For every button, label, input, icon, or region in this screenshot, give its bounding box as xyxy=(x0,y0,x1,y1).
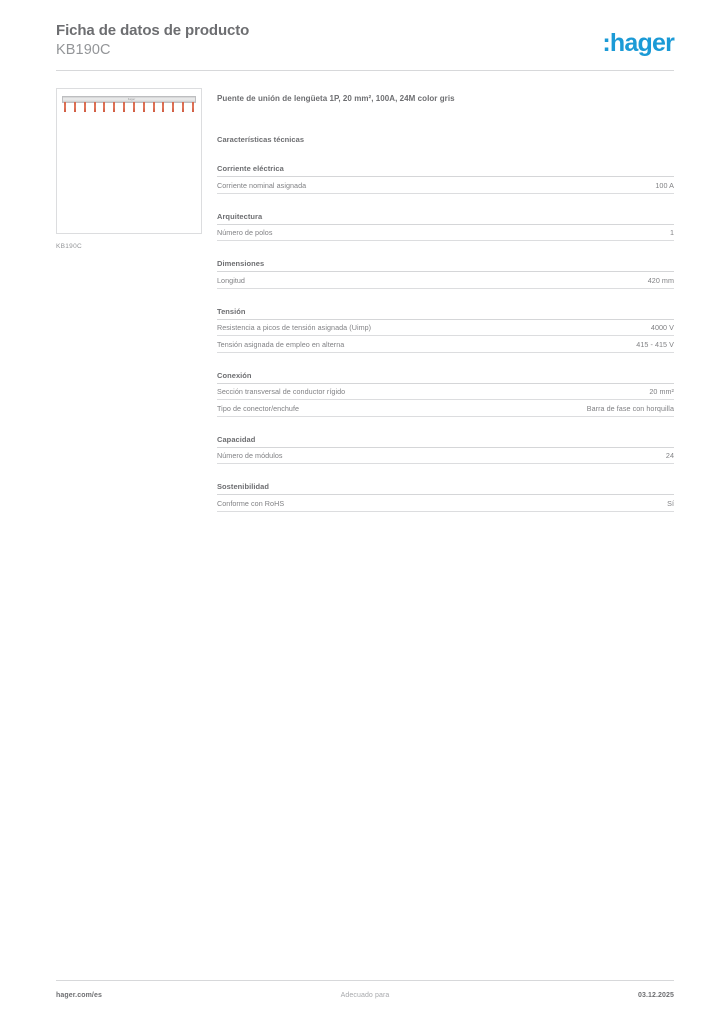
spec-row xyxy=(217,384,674,401)
spec-value: Sí xyxy=(667,498,674,508)
busbar-prongs xyxy=(62,102,196,112)
page-subtitle: KB190C xyxy=(56,42,111,58)
spec-label: Tensión asignada de empleo en alterna xyxy=(217,339,345,349)
spec-group xyxy=(217,482,724,512)
spec-group xyxy=(217,259,724,289)
spec-group xyxy=(217,212,724,242)
busbar-prong xyxy=(113,102,115,112)
footer-website[interactable]: hager.com/es xyxy=(56,992,102,999)
spec-group xyxy=(217,371,724,417)
product-image-caption: KB190C xyxy=(56,243,83,250)
busbar-prong xyxy=(172,102,174,112)
spec-value: 415 - 415 V xyxy=(636,339,674,349)
spec-value: Barra de fase con horquilla xyxy=(586,403,674,413)
spec-row xyxy=(217,448,674,465)
spec-value: 1 xyxy=(669,228,674,237)
product-description: Puente de unión de lengüeta 1P, 20 mm², 100A, 24M color gris xyxy=(217,94,455,103)
spec-label: Longitud xyxy=(217,275,245,285)
spec-value: 100 A xyxy=(655,180,674,190)
spec-group xyxy=(217,164,724,194)
busbar-prong xyxy=(74,102,76,112)
busbar-prong xyxy=(64,102,66,112)
spec-value: 420 mm xyxy=(647,275,674,285)
hager-logo: :hager xyxy=(602,29,674,57)
footer-date: 03.12.2025 xyxy=(637,992,674,999)
spec-row xyxy=(217,272,674,289)
spec-label: Corriente nominal asignada xyxy=(217,180,307,190)
spec-group-title: Arquitectura xyxy=(217,212,674,225)
spec-group xyxy=(217,435,724,465)
busbar-prong xyxy=(143,102,145,112)
busbar-prong xyxy=(84,102,86,112)
footer-divider xyxy=(56,980,674,981)
spec-value: 4000 V xyxy=(650,323,674,332)
spec-group-list xyxy=(217,164,724,512)
busbar-prong xyxy=(162,102,164,112)
spec-group-title: Sostenibilidad xyxy=(217,482,674,495)
busbar-brand-label: hager xyxy=(127,98,136,101)
spec-group-title: Dimensiones xyxy=(217,259,674,272)
busbar-prong xyxy=(153,102,155,112)
spec-row xyxy=(217,336,674,353)
spec-row xyxy=(217,320,674,337)
spec-row xyxy=(217,400,674,417)
spec-group xyxy=(217,307,724,353)
busbar-prong xyxy=(94,102,96,112)
spec-label: Número de polos xyxy=(217,228,273,237)
spec-group-title: Corriente eléctrica xyxy=(217,164,674,177)
spec-label: Conforme con RoHS xyxy=(217,498,285,508)
spec-value: 20 mm² xyxy=(649,387,674,396)
page-header xyxy=(56,22,674,70)
busbar-prong xyxy=(103,102,105,112)
footer-note: Adecuado para xyxy=(340,992,390,999)
busbar-prong xyxy=(133,102,135,112)
spec-label: Número de módulos xyxy=(217,451,283,460)
header-divider xyxy=(56,70,674,71)
spec-content xyxy=(217,93,724,512)
spec-label: Tipo de conector/enchufe xyxy=(217,403,300,413)
busbar-prong xyxy=(192,102,194,112)
spec-row xyxy=(217,177,674,194)
page-title: Ficha de datos de producto xyxy=(56,22,250,39)
spec-value: 24 xyxy=(665,451,674,460)
busbar-prong xyxy=(123,102,125,112)
spec-group-title: Tensión xyxy=(217,307,674,320)
spec-label: Sección transversal de conductor rígido xyxy=(217,387,346,396)
technical-characteristics-title: Características técnicas xyxy=(217,135,305,144)
spec-group-title: Conexión xyxy=(217,371,674,384)
spec-row xyxy=(217,225,674,242)
product-image xyxy=(56,88,202,234)
spec-row xyxy=(217,495,674,512)
spec-group-title: Capacidad xyxy=(217,435,674,448)
page-footer xyxy=(56,992,674,1006)
busbar-prong xyxy=(182,102,184,112)
spec-label: Resistencia a picos de tensión asignada (Uimp) xyxy=(217,323,372,332)
